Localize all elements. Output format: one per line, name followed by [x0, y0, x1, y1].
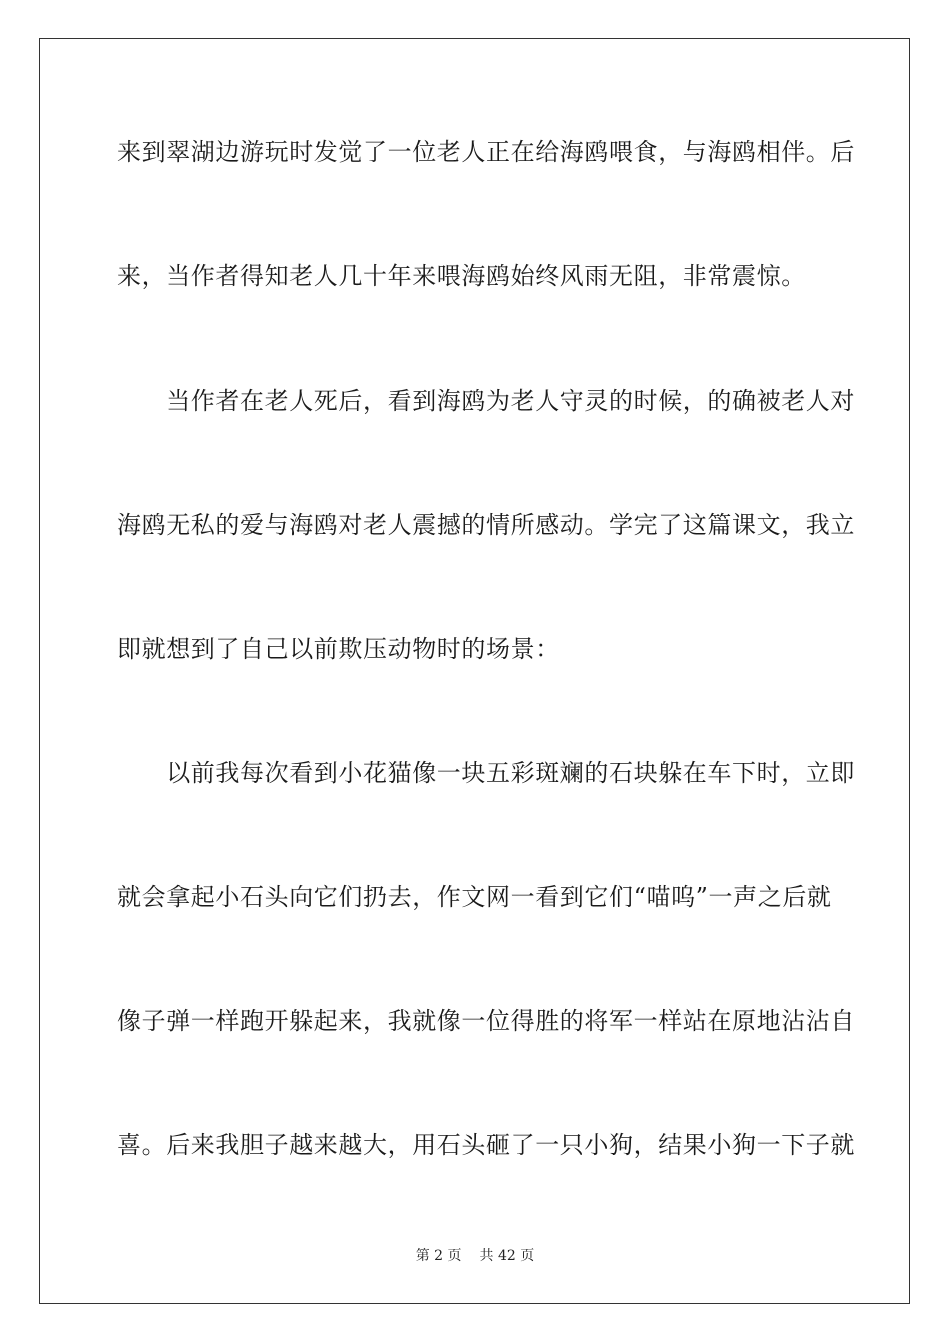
body-text-line-1: 来到翠湖边游玩时发觉了一位老人正在给海鸥喂食，与海鸥相伴。后: [117, 138, 855, 166]
body-text-line-6: 以前我每次看到小花猫像一块五彩斑斓的石块躲在车下时，立即: [117, 759, 855, 787]
page-border: [39, 38, 910, 1304]
body-text-line-7: 就会拿起小石头向它们扔去，作文网一看到它们“喵呜”一声之后就: [117, 883, 832, 911]
body-text-line-2: 来，当作者得知老人几十年来喂海鸥始终风雨无阻，非常震惊。: [117, 262, 806, 290]
body-text-line-4: 海鸥无私的爱与海鸥对老人震撼的情所感动。学完了这篇课文，我立: [117, 511, 855, 539]
page-footer: [0, 1247, 950, 1265]
total-pages: 共 42 页: [479, 1248, 535, 1264]
body-text-line-8: 像子弹一样跑开躲起来，我就像一位得胜的将军一样站在原地沾沾自: [117, 1007, 855, 1035]
page-number: 第 2 页: [415, 1248, 462, 1264]
body-text-line-9: 喜。后来我胆子越来越大，用石头砸了一只小狗，结果小狗一下子就: [117, 1131, 855, 1159]
body-text-line-3: 当作者在老人死后，看到海鸥为老人守灵的时候，的确被老人对: [117, 387, 855, 415]
body-text-line-5: 即就想到了自己以前欺压动物时的场景：: [117, 635, 560, 663]
